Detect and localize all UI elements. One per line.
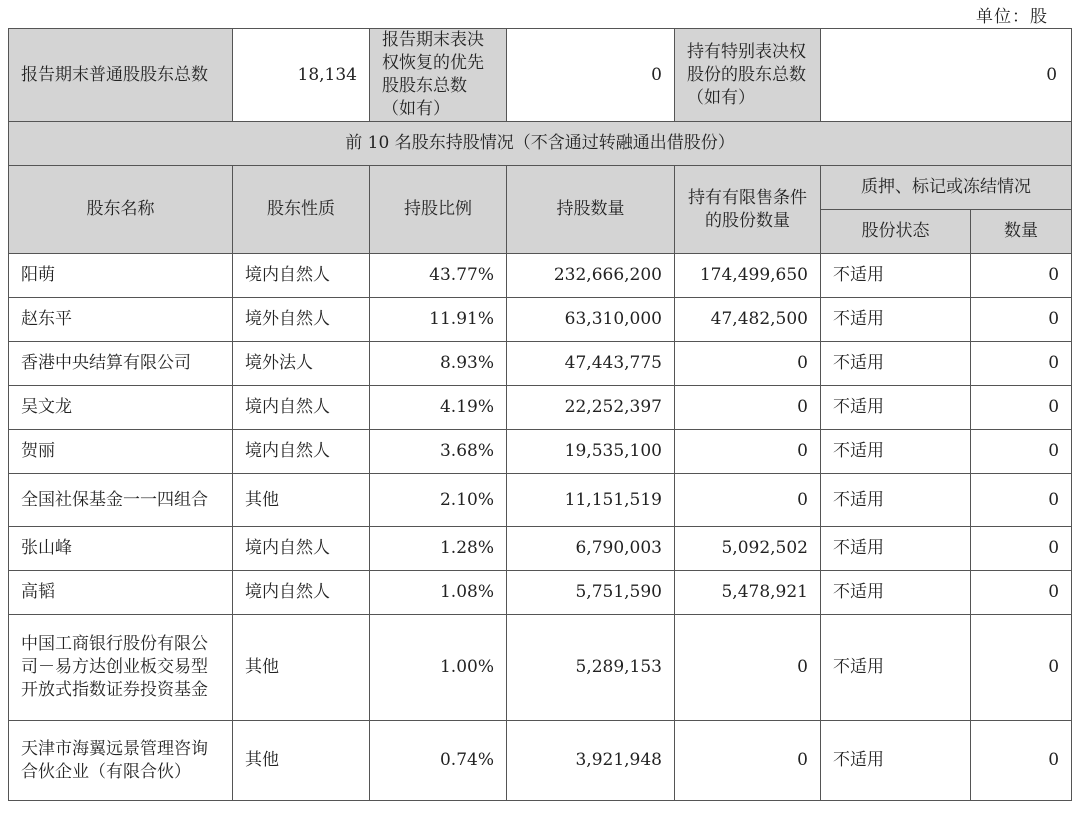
cell-shares: 5,289,153 (507, 615, 675, 721)
cell-quantity: 0 (971, 386, 1072, 430)
cell-restricted: 0 (675, 615, 821, 721)
special-holders-label: 持有特别表决权股份的股东总数（如有） (675, 29, 821, 122)
cell-name: 香港中央结算有限公司 (9, 342, 233, 386)
preferred-holders-value: 0 (507, 29, 675, 122)
cell-quantity: 0 (971, 342, 1072, 386)
cell-ratio: 43.77% (370, 254, 507, 298)
cell-nature: 境内自然人 (233, 527, 370, 571)
cell-ratio: 1.28% (370, 527, 507, 571)
cell-name: 张山峰 (9, 527, 233, 571)
cell-status: 不适用 (821, 298, 971, 342)
cell-restricted: 5,092,502 (675, 527, 821, 571)
cell-name: 阳萌 (9, 254, 233, 298)
cell-ratio: 4.19% (370, 386, 507, 430)
table-row (9, 615, 1072, 721)
header-quantity: 数量 (971, 210, 1072, 254)
cell-name: 天津市海翼远景管理咨询合伙企业（有限合伙） (9, 721, 233, 801)
cell-ratio: 11.91% (370, 298, 507, 342)
cell-restricted: 0 (675, 474, 821, 527)
cell-shares: 5,751,590 (507, 571, 675, 615)
header-ratio: 持股比例 (370, 166, 507, 254)
header-status: 股份状态 (821, 210, 971, 254)
preferred-holders-label: 报告期末表决权恢复的优先股股东总数（如有） (370, 29, 507, 122)
cell-ratio: 2.10% (370, 474, 507, 527)
header-pledge: 质押、标记或冻结情况 (821, 166, 1072, 210)
cell-restricted: 0 (675, 721, 821, 801)
cell-quantity: 0 (971, 298, 1072, 342)
table-row (9, 254, 1072, 298)
cell-shares: 47,443,775 (507, 342, 675, 386)
cell-restricted: 0 (675, 430, 821, 474)
cell-nature: 境内自然人 (233, 254, 370, 298)
cell-name: 高韬 (9, 571, 233, 615)
cell-ratio: 3.68% (370, 430, 507, 474)
cell-quantity: 0 (971, 527, 1072, 571)
cell-restricted: 0 (675, 386, 821, 430)
table-row (9, 571, 1072, 615)
cell-status: 不适用 (821, 721, 971, 801)
table-row (9, 298, 1072, 342)
cell-status: 不适用 (821, 430, 971, 474)
cell-shares: 11,151,519 (507, 474, 675, 527)
header-name: 股东名称 (9, 166, 233, 254)
header-restricted: 持有有限售条件的股份数量 (675, 166, 821, 254)
cell-status: 不适用 (821, 342, 971, 386)
cell-nature: 境内自然人 (233, 571, 370, 615)
section-title-row (9, 122, 1072, 166)
cell-status: 不适用 (821, 527, 971, 571)
summary-row (9, 29, 1072, 122)
cell-restricted: 47,482,500 (675, 298, 821, 342)
cell-shares: 3,921,948 (507, 721, 675, 801)
cell-name: 贺丽 (9, 430, 233, 474)
cell-shares: 63,310,000 (507, 298, 675, 342)
header-nature: 股东性质 (233, 166, 370, 254)
table-row (9, 430, 1072, 474)
header-row-1 (9, 166, 1072, 210)
cell-status: 不适用 (821, 571, 971, 615)
cell-ratio: 1.00% (370, 615, 507, 721)
cell-status: 不适用 (821, 254, 971, 298)
cell-nature: 境外自然人 (233, 298, 370, 342)
shareholder-table (8, 28, 1072, 801)
ordinary-holders-value: 18,134 (233, 29, 370, 122)
table-row (9, 527, 1072, 571)
cell-ratio: 8.93% (370, 342, 507, 386)
cell-nature: 其他 (233, 474, 370, 527)
special-holders-value: 0 (821, 29, 1072, 122)
cell-quantity: 0 (971, 254, 1072, 298)
cell-restricted: 0 (675, 342, 821, 386)
cell-nature: 境内自然人 (233, 430, 370, 474)
header-shares: 持股数量 (507, 166, 675, 254)
cell-ratio: 0.74% (370, 721, 507, 801)
cell-nature: 其他 (233, 721, 370, 801)
cell-shares: 6,790,003 (507, 527, 675, 571)
cell-shares: 232,666,200 (507, 254, 675, 298)
cell-quantity: 0 (971, 474, 1072, 527)
cell-shares: 19,535,100 (507, 430, 675, 474)
table-row (9, 474, 1072, 527)
cell-shares: 22,252,397 (507, 386, 675, 430)
cell-status: 不适用 (821, 474, 971, 527)
cell-name: 全国社保基金一一四组合 (9, 474, 233, 527)
cell-status: 不适用 (821, 615, 971, 721)
table-row (9, 342, 1072, 386)
cell-nature: 境外法人 (233, 342, 370, 386)
unit-label: 单位：股 (976, 7, 1048, 27)
cell-ratio: 1.08% (370, 571, 507, 615)
cell-name: 赵东平 (9, 298, 233, 342)
cell-restricted: 5,478,921 (675, 571, 821, 615)
cell-nature: 其他 (233, 615, 370, 721)
cell-restricted: 174,499,650 (675, 254, 821, 298)
cell-quantity: 0 (971, 430, 1072, 474)
table-row (9, 721, 1072, 801)
cell-name: 中国工商银行股份有限公司－易方达创业板交易型开放式指数证券投资基金 (9, 615, 233, 721)
section-title: 前 10 名股东持股情况（不含通过转融通出借股份） (9, 122, 1072, 166)
cell-name: 吴文龙 (9, 386, 233, 430)
cell-quantity: 0 (971, 615, 1072, 721)
cell-quantity: 0 (971, 571, 1072, 615)
cell-quantity: 0 (971, 721, 1072, 801)
cell-status: 不适用 (821, 386, 971, 430)
ordinary-holders-label: 报告期末普通股股东总数 (9, 29, 233, 122)
table-row (9, 386, 1072, 430)
cell-nature: 境内自然人 (233, 386, 370, 430)
